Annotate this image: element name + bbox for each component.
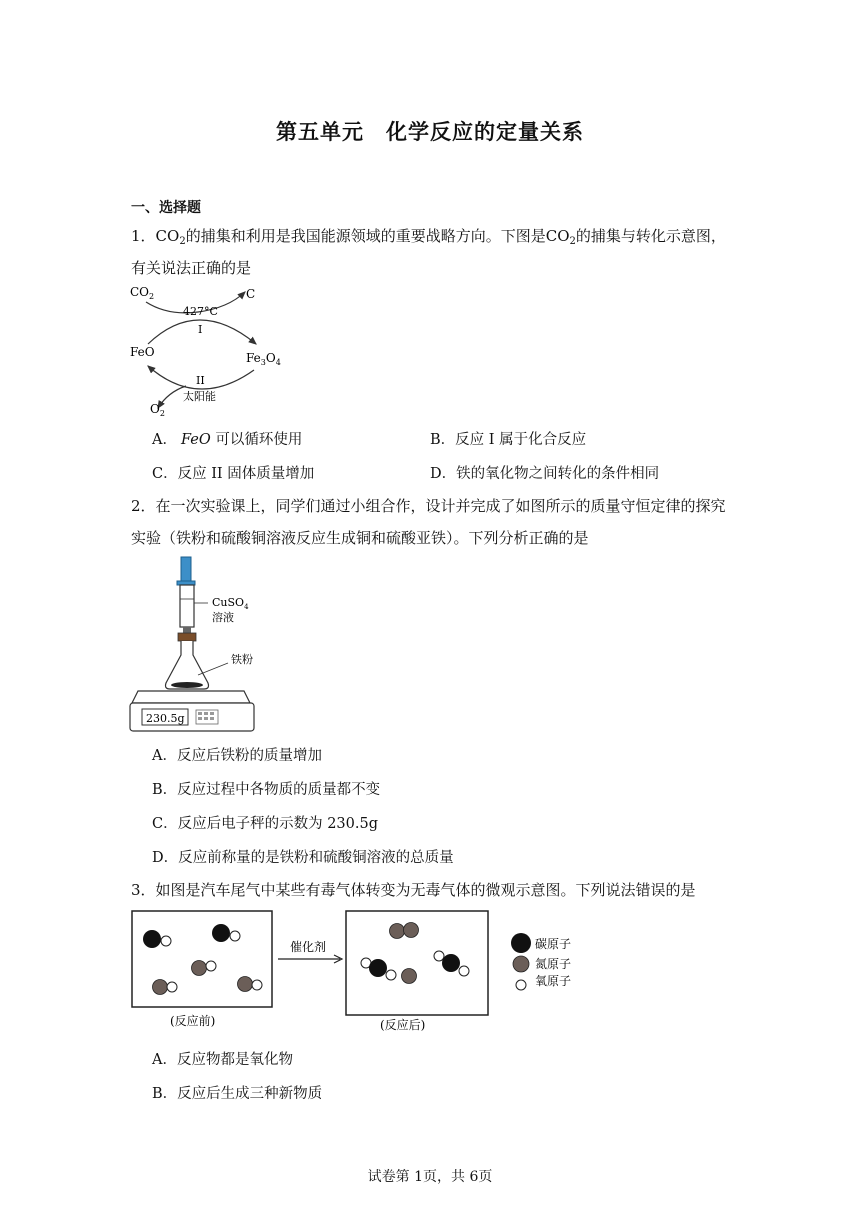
scale-reading: 230.5g [146,712,185,725]
label-co2: $CO_2$ [130,285,155,301]
molecule-reaction-diagram [128,905,598,1035]
syringe-barrel [180,585,194,627]
after-n2-molecule-2 [402,969,417,984]
q2-option-d[interactable]: D．反应前称量的是铁粉和硫酸铜溶液的总质量 [152,850,454,866]
legend-oxygen-label: 氧原子 [535,974,572,988]
legend-nitrogen-atom [513,956,529,972]
legend-carbon-label: 碳原子 [535,937,572,951]
scale-pan [132,691,250,703]
label-temp: 427°C [183,305,218,318]
legend-nitrogen-label: 氮原子 [535,957,572,971]
q2-stem-line1: 2．在一次实验课上，同学们通过小组合作，设计并完成了如图所示的质量守恒定律的探究 [131,497,726,515]
label-catalyst: 催化剂 [290,940,327,954]
q1-stem-line1: 1．$CO_2$的捕集和利用是我国能源领域的重要战略方向。下图是$CO_2$的捕集与转化示意图， [131,227,726,247]
q2-option-c[interactable]: C．反应后电子秤的示数为 230.5g [152,816,378,832]
q1-option-a[interactable]: A． FeO 可以循环使用 [152,432,303,448]
q2-option-b[interactable]: B．反应过程中各物质的质量都不变 [152,782,381,798]
q1-option-c[interactable]: C．反应 II 固体质量增加 [152,466,315,482]
label-solar: 太阳能 [183,390,216,403]
iron-powder [171,682,203,688]
label-c: C [246,287,256,301]
label-solution: 溶液 [212,611,234,624]
label-before: (反应前) [170,1014,216,1028]
before-no-molecule-2 [153,980,178,995]
q2-stem-line2: 实验（铁粉和硫酸铜溶液反应生成铜和硫酸亚铁）。下列分析正确的是 [131,529,589,547]
label-o2: $O_2$ [150,402,165,418]
before-box [132,911,272,1007]
stopper [178,633,196,641]
label-cuso4: CuSO$_4$ [212,596,249,611]
q3-option-a[interactable]: A．反应物都是氧化物 [152,1052,293,1068]
label-roman-1: I [198,323,203,336]
legend-oxygen-atom [516,980,526,990]
q1-stem-line2: 有关说法正确的是 [131,259,252,277]
label-fe3o4: $Fe_3O_4$ [246,351,281,367]
q2-option-a[interactable]: A．反应后铁粉的质量增加 [152,748,322,764]
arrow-to-o2 [158,386,186,408]
mass-conservation-apparatus [128,555,263,735]
legend-carbon-atom [511,933,531,953]
q1-option-b[interactable]: B．反应 I 属于化合反应 [430,432,587,448]
q3-option-b[interactable]: B．反应后生成三种新物质 [152,1086,323,1102]
co2-cycle-diagram [128,282,298,420]
q3-stem-line1: 3．如图是汽车尾气中某些有毒气体转变为无毒气体的微观示意图。下列说法错误的是 [131,881,696,899]
page-footer: 试卷第 1页，共 6页 [367,1169,493,1185]
section-heading: 一、选择题 [131,200,201,216]
label-feo: FeO [130,345,155,359]
label-after: (反应后) [380,1018,426,1032]
conical-flask [166,641,209,689]
label-iron: 铁粉 [231,653,253,666]
page-title: 第五单元 化学反应的定量关系 [276,120,584,144]
q1-option-d[interactable]: D．铁的氧化物之间转化的条件相同 [430,466,660,482]
label-roman-2: II [196,374,205,387]
